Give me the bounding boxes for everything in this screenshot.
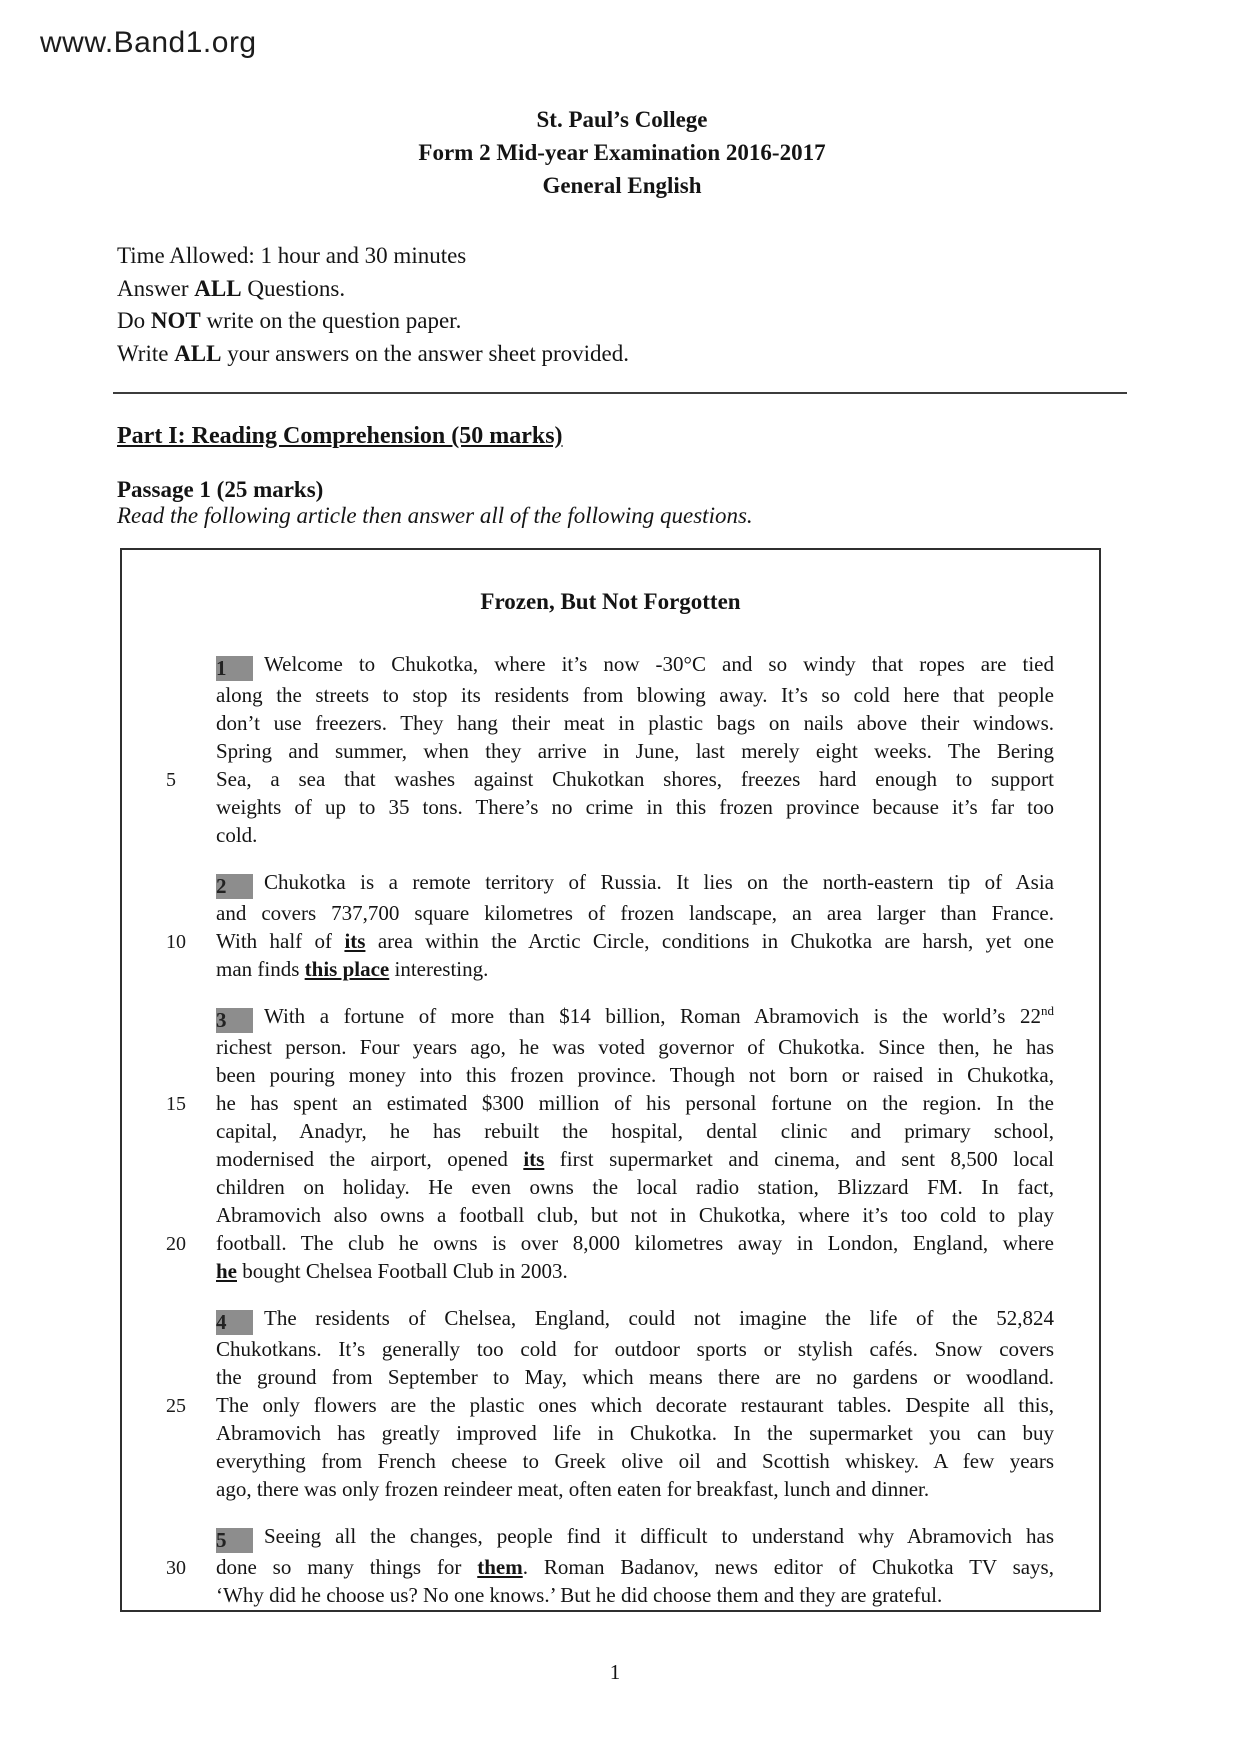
page-number: 1 (609, 1660, 621, 1684)
passage-line: modernised the airport, opened its first supermarket and cinema, and sent 8,500 local (216, 1147, 1055, 1171)
passage-paragraph (166, 1522, 1054, 1609)
instruction-line: Time Allowed: 1 hour and 30 minutes (117, 243, 467, 268)
passage-line: weights of up to 35 tons. There’s no crime in this frozen province because it’s far too (216, 795, 1054, 819)
part-heading: Part I: Reading Comprehension (50 marks) (117, 423, 563, 449)
passage-line: 1 Welcome to Chukotka, where it’s now -30°C and so windy that ropes are tied (216, 652, 1054, 680)
passage-line: Spring and summer, when they arrive in June, last merely eight weeks. The Bering (216, 739, 1054, 763)
passage-line: Abramovich has greatly improved life in Chukotka. In the supermarket you can buy (216, 1421, 1054, 1445)
line-number: 15 (166, 1093, 186, 1115)
passage-line: 3 With a fortune of more than $14 billion, Roman Abramovich is the world’s 22nd (216, 1003, 1054, 1032)
passage-instruction: Read the following article then answer all of the following questions. (117, 503, 753, 528)
subject-title: General English (542, 173, 702, 198)
passage-line: ‘Why did he choose us? No one knows.’ But he did choose them and they are grateful. (216, 1583, 943, 1607)
exam-header (0, 103, 1240, 202)
paragraph-number-badge: 4 (216, 1310, 253, 1335)
passage-title: Frozen, But Not Forgotten (480, 589, 741, 614)
passage-body (166, 650, 1055, 1609)
passage-line: With half of its area within the Arctic Circle, conditions in Chukotka are harsh, yet one 10 (216, 927, 1054, 955)
line-number: 5 (166, 769, 176, 791)
paragraph-number-badge: 3 (216, 1008, 253, 1033)
passage-line: he bought Chelsea Football Club in 2003. (216, 1259, 568, 1283)
passage-line: man finds this place interesting. (216, 957, 489, 981)
passage-line: children on holiday. He even owns the local radio station, Blizzard FM. In fact, (216, 1175, 1054, 1199)
passage-line: football. The club he owns is over 8,000 kilometres away in London, England, where 20 (216, 1229, 1054, 1257)
passage-line: ago, there was only frozen reindeer meat, often eaten for breakfast, lunch and dinner. (216, 1477, 930, 1501)
passage-line: richest person. Four years ago, he was voted governor of Chukotka. Since then, he has (216, 1035, 1054, 1059)
passage-line: done so many things for them. Roman Badanov, news editor of Chukotka TV says, 30 (216, 1553, 1054, 1581)
passage-box (120, 548, 1101, 1612)
passage-paragraph (166, 1002, 1055, 1285)
watermark: www.Band1.org (40, 26, 257, 59)
passage-line: The only flowers are the plastic ones which decorate restaurant tables. Despite all this, 25 (216, 1391, 1054, 1419)
passage-line: been pouring money into this frozen province. Though not born or raised in Chukotka, (216, 1063, 1054, 1087)
passage-line: capital, Anadyr, he has rebuilt the hospital, dental clinic and primary school, (216, 1119, 1054, 1143)
school-name: St. Paul’s College (536, 107, 708, 132)
paragraph-number-badge: 2 (216, 874, 253, 899)
instruction-line: Answer ALL Questions. (117, 275, 346, 301)
passage-line: 4 The residents of Chelsea, England, could not imagine the life of the 52,824 (216, 1306, 1054, 1334)
horizontal-rule (113, 392, 1127, 394)
paragraph-number-badge: 1 (216, 656, 253, 681)
passage-paragraph (166, 1304, 1054, 1503)
passage-line: Sea, a sea that washes against Chukotkan shores, freezes hard enough to support 5 (216, 765, 1054, 793)
line-number: 20 (166, 1233, 186, 1255)
instruction-line: Write ALL your answers on the answer sheet provided. (117, 340, 629, 366)
passage-paragraph (166, 650, 1054, 849)
paragraph-number-badge: 5 (216, 1528, 253, 1553)
passage-line: Chukotkans. It’s generally too cold for outdoor sports or stylish cafés. Snow covers (216, 1337, 1054, 1361)
passage-line: the ground from September to May, which means there are no gardens or woodland. (216, 1365, 1054, 1389)
passage-line: and covers 737,700 square kilometres of frozen landscape, an area larger than France. (216, 901, 1054, 925)
instruction-line: Do NOT write on the question paper. (117, 308, 462, 333)
line-number: 30 (166, 1557, 186, 1579)
exam-title: Form 2 Mid-year Examination 2016-2017 (418, 140, 826, 165)
passage-line: don’t use freezers. They hang their meat in plastic bags on nails above their windows. (216, 711, 1054, 735)
passage-line: everything from French cheese to Greek olive oil and Scottish whiskey. A few years (216, 1449, 1054, 1473)
passage-line: 2 Chukotka is a remote territory of Russia. It lies on the north-eastern tip of Asia (216, 870, 1054, 898)
passage-line: 5 Seeing all the changes, people find it difficult to understand why Abramovich has (216, 1524, 1054, 1552)
exam-instructions (117, 240, 629, 370)
passage-line: cold. (216, 823, 258, 847)
line-number: 10 (166, 931, 186, 953)
line-number: 25 (166, 1395, 186, 1417)
passage-line: he has spent an estimated $300 million of his personal fortune on the region. In the 15 (216, 1089, 1054, 1117)
passage-line: along the streets to stop its residents from blowing away. It’s so cold here that people (216, 683, 1054, 707)
passage-heading: Passage 1 (25 marks) (117, 477, 324, 502)
passage-line: Abramovich also owns a football club, but not in Chukotka, where it’s too cold to play (216, 1203, 1054, 1227)
passage-paragraph (166, 868, 1054, 983)
